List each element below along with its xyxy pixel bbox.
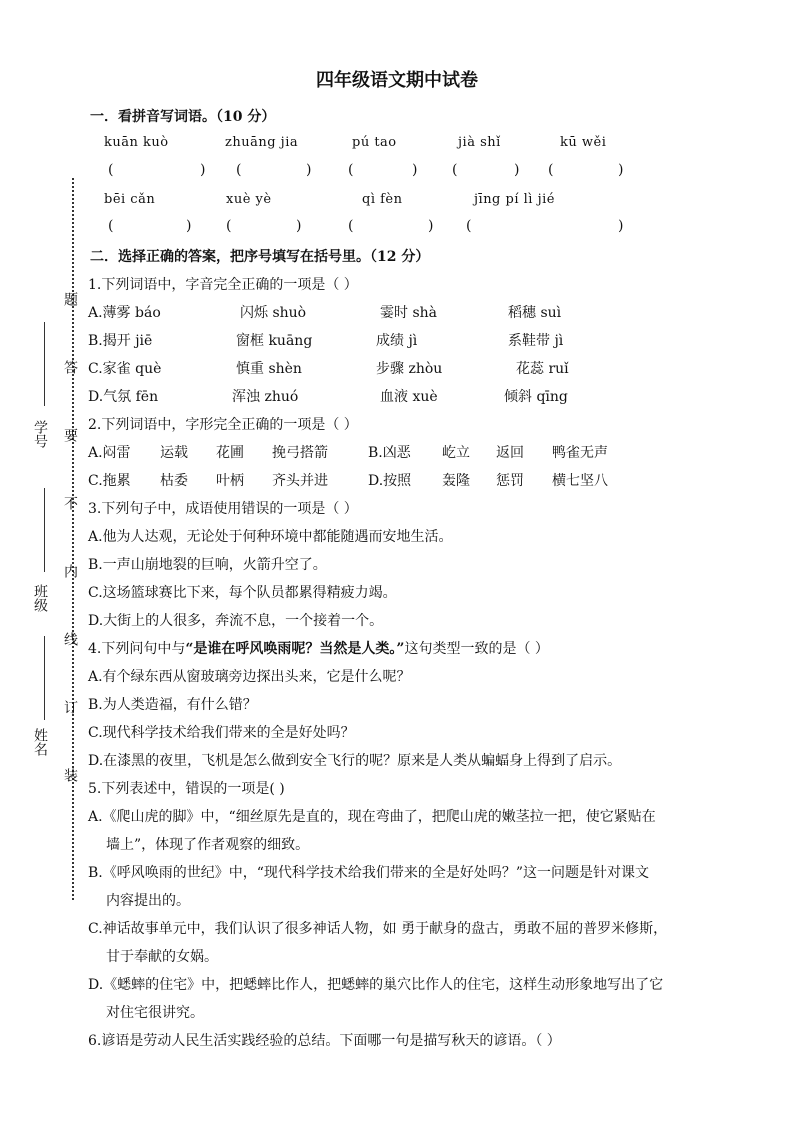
q1-option-c-word: 花蕊 ruǐ [516,361,569,377]
q1-option-d-word: 血液 xuè [380,389,438,405]
q1-option-d: D.气氛 fēn [88,389,159,405]
q1-option-c-word: 慎重 shèn [236,361,302,377]
q5-option-d: D.《蟋蟀的住宅》中，把蟋蟀比作人，把蟋蟀的巢穴比作人的住宅，这样生动形象地写出了它 [88,977,664,993]
answer-paren-open: ( [348,162,354,178]
pinyin: xuè yè [226,192,272,207]
q1-option-c: C.家雀 què [88,361,162,377]
pinyin: zhuāng jia [225,135,299,150]
binding-char: 线 [62,632,78,646]
q1-option-b-word: 窗框 kuāng [236,333,313,349]
binding-char: 不 [62,496,78,510]
q5-option-b: B.《呼风唤雨的世纪》中，“现代科学技术给我们带来的全是好处吗？”这一问题是针对课文 [88,865,650,881]
answer-paren-close: ) [296,218,302,234]
pinyin: kuān kuò [104,135,169,150]
q2-word: 轰隆 [442,473,470,489]
pinyin: kū wěi [560,135,607,150]
q3-option-c: C.这场篮球赛比下来，每个队员都累得精疲力竭。 [88,585,397,601]
student-number-label: 学号 [32,420,48,448]
q4-stem-pre: 4.下列问句中与 [88,641,186,657]
q5-option-b-cont: 内容提出的。 [106,893,190,909]
q1-option-d-word: 浑浊 zhuó [232,389,299,405]
q1-option-b-word: 系鞋带 jì [508,333,564,349]
pinyin: jià shǐ [458,135,501,150]
answer-paren-close: ) [200,162,206,178]
q2-word: 屹立 [442,445,470,461]
answer-paren-close: ) [514,162,520,178]
answer-paren-open: ( [466,218,472,234]
q4-stem-post: 这句类型一致的是（ ） [404,641,549,657]
q1-option-a-word: 霎时 shà [380,305,437,321]
q1-option-b-word: 成绩 jì [376,333,418,349]
answer-paren-open: ( [348,218,354,234]
answer-paren-open: ( [108,218,114,234]
answer-paren-open: ( [452,162,458,178]
q3-option-b: B.一声山崩地裂的巨响，火箭升空了。 [88,557,327,573]
q4-option-b: B.为人类造福，有什么错？ [88,697,257,713]
pinyin: pú tao [352,135,397,150]
question-2-stem: 2.下列词语中，字形完全正确的一项是（ ） [88,417,358,433]
q5-option-c: C.神话故事单元中，我们认识了很多神话人物，如 勇于献身的盘古，勇敢不屈的普罗米修斯， [88,921,668,937]
question-6-stem: 6.谚语是劳动人民生活实践经验的总结。下面哪一句是描写秋天的谚语。（ ） [88,1033,561,1049]
class-label: 班级 [32,584,48,612]
answer-paren-open: ( [226,218,232,234]
student-number-underline [44,322,45,406]
q2-word: 鸭雀无声 [552,445,608,461]
binding-char: 订 [62,700,78,714]
q1-option-a-word: 闪烁 shuò [240,305,307,321]
q5-option-a-cont: 墙上”，体现了作者观察的细致。 [106,837,310,853]
q3-option-a: A.他为人达观，无论处于何种环境中都能随遇而安地生活。 [88,529,453,545]
answer-paren-close: ) [306,162,312,178]
answer-paren-close: ) [618,218,624,234]
q4-option-c: C.现代科学技术给我们带来的全是好处吗？ [88,725,355,741]
binding-char: 题 [62,292,78,306]
q4-stem-quote: “是谁在呼风唤雨呢？当然是人类。” [185,641,405,657]
q2-word: 横七坚八 [552,473,608,489]
q1-option-c-word: 步骤 zhòu [376,361,443,377]
answer-paren-open: ( [108,162,114,178]
q2-word: 枯委 [160,473,188,489]
pinyin: qì fèn [362,192,403,207]
page-title: 四年级语文期中试卷 [316,70,478,91]
question-1-stem: 1.下列词语中，字音完全正确的一项是（ ） [88,277,358,293]
question-3-stem: 3.下列句子中，成语使用错误的一项是（ ） [88,501,358,517]
question-5-stem: 5.下列表述中，错误的一项是( ) [88,781,285,797]
pinyin: jīng pí lì jié [474,192,555,207]
q2-word: C.拖累 [88,473,131,489]
q2-word: A.闷雷 [88,445,131,461]
q2-word: 运载 [160,445,188,461]
answer-paren-close: ) [428,218,434,234]
q5-option-d-cont: 对住宅很讲究。 [106,1005,204,1021]
q4-option-d: D.在漆黑的夜里，飞机是怎么做到安全飞行的呢？原来是人类从蝙蝠身上得到了启示。 [88,753,622,769]
q2-word: B.凶恶 [368,445,411,461]
q2-word: 齐头并进 [272,473,328,489]
q4-option-a: A.有个绿东西从窗玻璃旁边探出头来，它是什么呢？ [88,669,411,685]
binding-char: 内 [62,564,78,578]
section-1-heading: 一．看拼音写词语。（10 分） [90,109,276,125]
answer-paren-close: ) [186,218,192,234]
question-4-stem [88,638,549,658]
binding-char: 答 [62,360,78,374]
answer-paren-close: ) [412,162,418,178]
q2-word: 叶柄 [216,473,244,489]
name-label: 姓名 [32,728,48,756]
pinyin: bēi cǎn [104,192,156,207]
class-underline [44,488,45,572]
binding-char: 要 [62,428,78,442]
q5-option-c-cont: 甘于奉献的女娲。 [106,949,218,965]
binding-dotted-line [72,178,74,900]
q2-word: D.按照 [368,473,412,489]
answer-paren-close: ) [618,162,624,178]
binding-char: 装 [62,768,78,782]
q2-word: 惩罚 [496,473,524,489]
q1-option-a-word: 稻穗 suì [508,305,562,321]
section-2-heading: 二．选择正确的答案，把序号填写在括号里。（12 分） [90,249,430,265]
name-underline [44,636,45,720]
answer-paren-open: ( [548,162,554,178]
q2-word: 花圃 [216,445,244,461]
q1-option-a: A.薄雾 báo [88,305,161,321]
q2-word: 挽弓搭箭 [272,445,328,461]
q1-option-d-word: 倾斜 qīng [504,389,568,405]
q5-option-a: A.《爬山虎的脚》中，“细丝原先是直的，现在弯曲了，把爬山虎的嫩茎拉一把，使它紧贴在 [88,809,656,825]
q2-word: 返回 [496,445,524,461]
answer-paren-open: ( [236,162,242,178]
q3-option-d: D.大街上的人很多，奔流不息，一个接着一个。 [88,613,384,629]
q1-option-b: B.揭开 jiē [88,333,153,349]
